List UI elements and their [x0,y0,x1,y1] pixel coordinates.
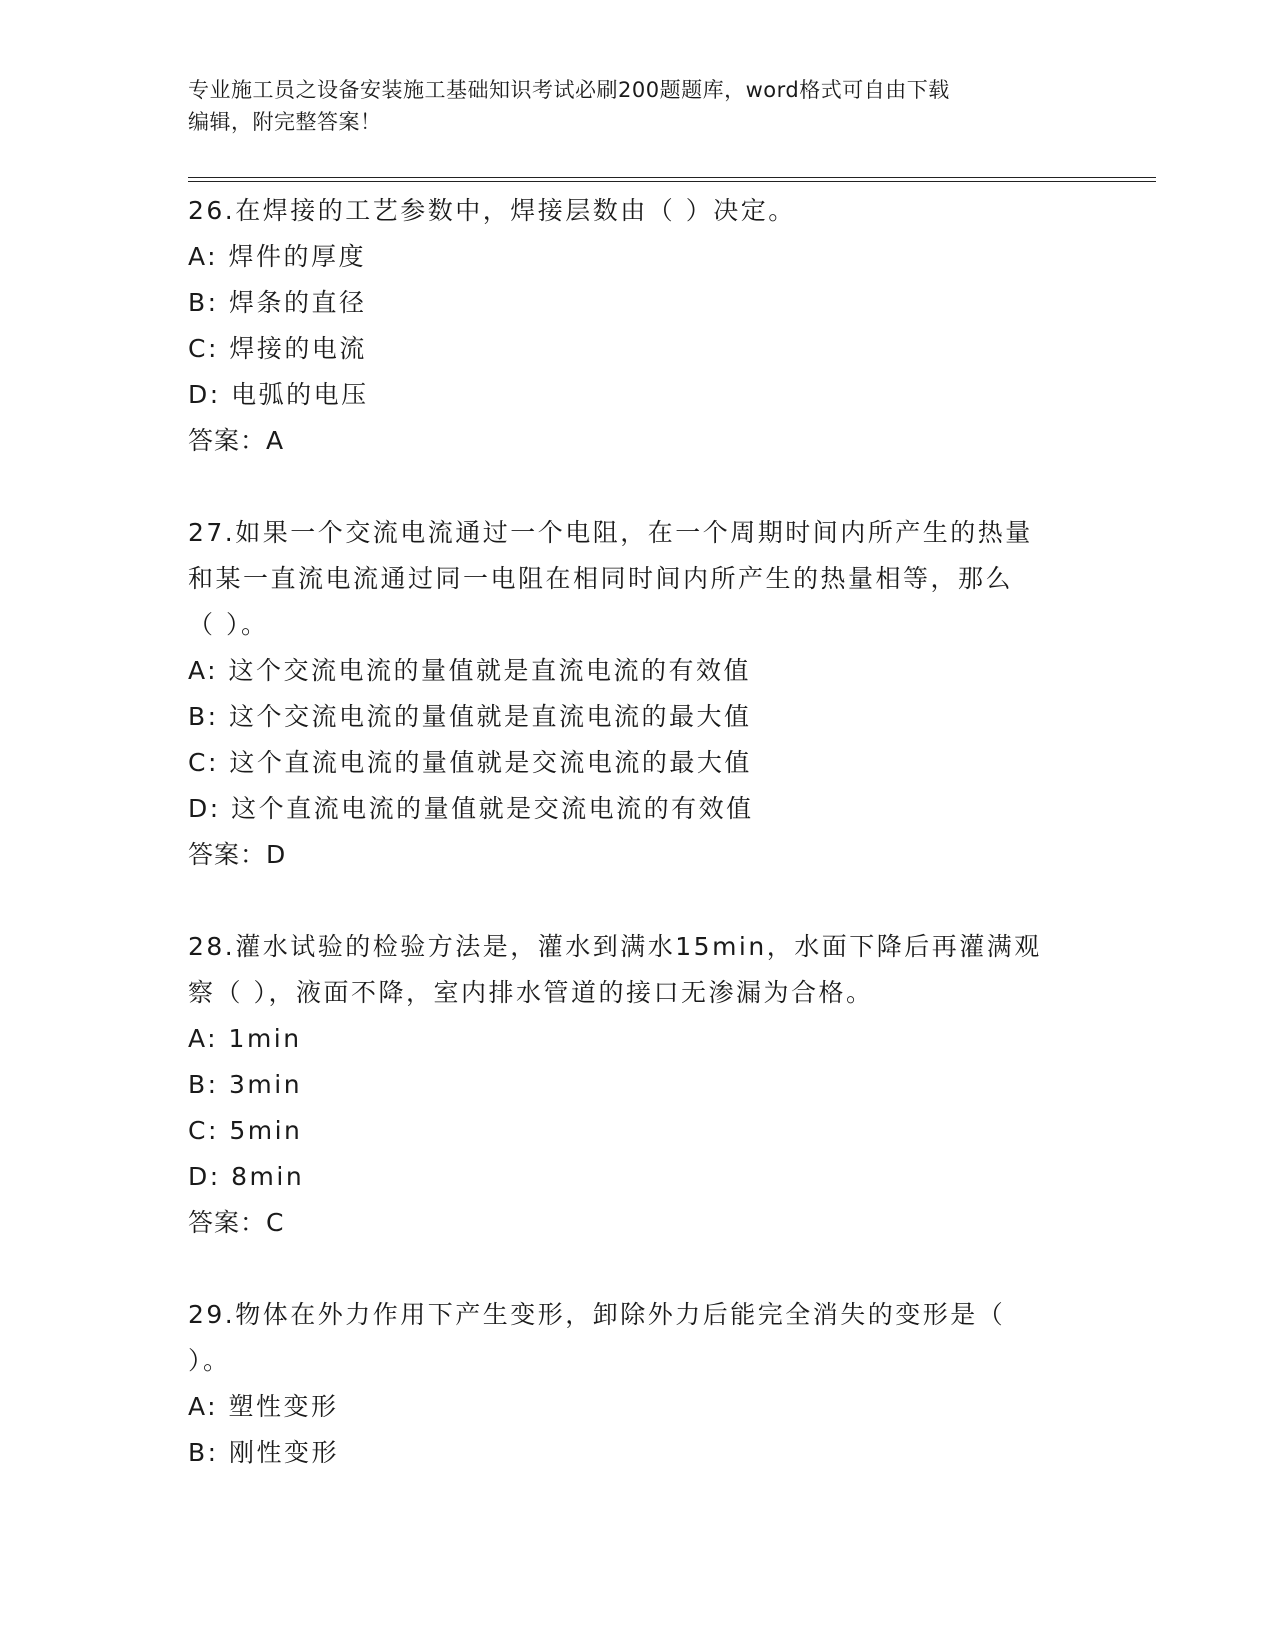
question-28 [188,924,1088,1246]
question-stem: 26.在焊接的工艺参数中，焊接层数由（ ）决定。 [188,196,796,225]
question-stem-line-2: 和某一直流电流通过同一电阻在相同时间内所产生的热量相等，那么 [188,564,1014,593]
option-c: C: 5min [188,1116,303,1145]
question-spacer [188,878,1088,924]
question-26 [188,188,1088,464]
header-title-line-2: 编辑，附完整答案！ [188,110,382,134]
question-stem-line-1: 29.物体在外力作用下产生变形，卸除外力后能完全消失的变形是（ [188,1300,1006,1329]
question-spacer [188,464,1088,510]
question-stem-line-2: ）。 [188,1346,231,1375]
question-stem-line-1: 28.灌水试验的检验方法是，灌水到满水15min，水面下降后再灌满观 [188,932,1042,961]
option-d: D: 8min [188,1162,305,1191]
answer: 答案：D [188,840,287,869]
option-d: D: 这个直流电流的量值就是交流电流的有效值 [188,794,754,823]
option-c: C: 这个直流电流的量值就是交流电流的最大值 [188,748,752,777]
question-stem-line-3: （ ）。 [188,610,269,639]
option-a: A: 塑性变形 [188,1392,339,1421]
option-a: A: 1min [188,1024,302,1053]
document-header [188,74,1088,138]
header-title-line-1: 专业施工员之设备安装施工基础知识考试必刷200题题库，word格式可自由下载 [188,78,950,102]
option-d: D: 电弧的电压 [188,380,369,409]
option-b: B: 这个交流电流的量值就是直流电流的最大值 [188,702,752,731]
question-29 [188,1292,1088,1476]
question-27 [188,510,1088,878]
answer: 答案：C [188,1208,285,1237]
option-b: B: 焊条的直径 [188,288,367,317]
question-list [188,188,1088,1476]
answer: 答案：A [188,426,285,455]
question-stem-line-1: 27.如果一个交流电流通过一个电阻，在一个周期时间内所产生的热量 [188,518,1033,547]
question-stem-line-2: 察（ ），液面不降，室内排水管道的接口无渗漏为合格。 [188,978,874,1007]
option-b: B: 3min [188,1070,303,1099]
question-spacer [188,1246,1088,1292]
option-c: C: 焊接的电流 [188,334,367,363]
option-a: A: 焊件的厚度 [188,242,367,271]
header-double-rule [188,177,1156,182]
option-b: B: 刚性变形 [188,1438,340,1467]
option-a: A: 这个交流电流的量值就是直流电流的有效值 [188,656,752,685]
